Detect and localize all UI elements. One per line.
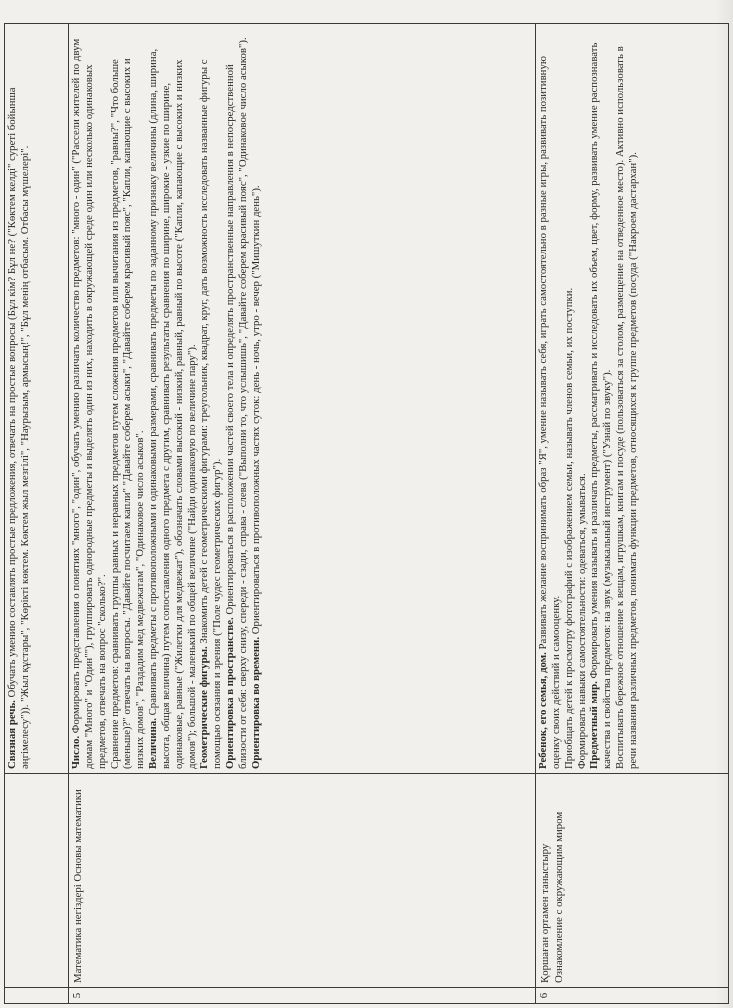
paragraph-text: Ориентироваться в расположении частей своего тела и определять пространственные направления в непосредственной близости от себя: сверху снизу, спереди - сзади, справа - слева ("Выполни то, что услышишь", "Давайте соберем красивый пояс", "Одинаковое число асыков"). [224, 37, 249, 769]
subject-cell: Математика негіздері Основы математики [69, 774, 536, 988]
paragraph [224, 28, 250, 769]
paragraph [563, 28, 576, 769]
paragraph-heading: Ребенок, его семья, дом. [537, 652, 549, 769]
paragraph-heading: Предметный мир. [588, 681, 601, 769]
paragraph-text: Знакомить детей с геометрическими фигурами: треугольник, квадрат, круг, дать возможность исследовать названные фигуры с помощью осязания и зрения ("Поле чудес геометрических фигур"). [198, 59, 224, 769]
row-number: 6 [536, 988, 729, 1004]
paragraph-heading: Ориентировка в пространстве. [224, 617, 237, 769]
paragraph [576, 28, 589, 769]
paragraph [537, 28, 563, 769]
curriculum-table [4, 23, 729, 1004]
paragraph-text: Сравнивать предметы с противоположными и одинаковыми размерами, сравнивать предметы по заданному признаку величины (длина, ширина, высота, общая величина) путем сопоставления одного предмета с другим, сравнивать результаты сравнения по ширине, широкие - узкие по ширине, одинаковые, равные ("Жилетки для медвежат"), обозначать словами высокий - низкий, равный, равный по высоте ("Капли, капающие с высоких и низких домов"); большой - маленький по общей величине ("Найди одинаковую по величине пару"). [147, 48, 198, 769]
paragraph [614, 28, 640, 769]
paragraph-text: Воспитывать бережное отношение к вещам, игрушкам, книгам и посуде (пользоваться за столом, размещение на отведенное место). Активно использовать в речи названия различных предметов, понимать функции предметов, относящихся к группе предметов (посуда ("Накроем дастархан"). [614, 46, 639, 769]
paragraph-heading: Ориентировка во времени. [249, 636, 262, 769]
table-row [69, 24, 536, 1004]
paragraph [147, 28, 198, 769]
paragraph-text: Приобщать детей к просмотру фотографий с изображением семьи, называть членов семьи, их поступки. [562, 287, 575, 769]
content-cell [69, 24, 536, 774]
paragraph-heading: Связная речь. [6, 700, 18, 769]
paragraph-text: Ориентироваться в противоположных частях суток: день - ночь, утро - вечер ("Мишуткин день"). [249, 185, 262, 637]
paragraph-heading: Число. [70, 735, 82, 769]
paragraph-heading: Геометрические фигуры. [198, 646, 211, 769]
paragraph [70, 28, 109, 769]
paragraph-text: Формировать умения называть и различать предметы, рассматривать и исследовать их объем, цвет, форму, развивать умение распознавать качества и свойства предметов: на звук (музыкальный инструмент) ("Узнай по звуку"). [588, 42, 614, 769]
paragraph-text: Сравнение предметов: сравнивать группы равных и неравных предметов путем сложения предметов или вычитания из предметов, "равны?", "Что больше (меньше)?" отвечать на вопросы. "Давайте посчитаем капли" "Давайте соберем асыки", "Давайте соберем красивый пояс", "Капли, капающие с высоких и низких домов", "Раздадим мед медвежатам", "Одинаковое число асыков". [108, 58, 147, 769]
paragraph-text: Формировать навыки самостоятельности: одеваться, умываться. [575, 473, 588, 769]
paragraph [250, 28, 263, 769]
row-number [5, 988, 69, 1004]
paragraph [6, 28, 32, 769]
table-row [536, 24, 729, 1004]
paragraph [588, 28, 614, 769]
paragraph [109, 28, 148, 769]
paragraph-text: Обучать умению составлять простые предложения, отвечать на простые вопросы (Бұл кім? Бұл не? ("Көктем келді" суреті бойынша әңгімелесу")). "Жыл құстары", "Көрікті көктем. Көктем жыл мезгілі", "Наурызым, армысың!", "Бұл менің отбасым. Отбасы мүшелері". [6, 87, 31, 769]
paragraph-text: Формировать представления о понятиях "много", "один", обучать умению различать количество предметов: "много - один" ("Рассели жителей по двум домам "Много" и "Один""), группировать однородные предметы и выделять один из них, находить в окружающей среде один или несколько одинаковых предметов, отвечать на вопрос "сколько?". [70, 38, 108, 769]
content-cell [5, 24, 69, 774]
table-row [5, 24, 69, 1004]
content-cell [536, 24, 729, 774]
paragraph-text: Развивать желание воспринимать образ "Я", умение называть себя, играть самостоятельно в разные игры, развивать позитивную оценку своих действий и самооценку. [537, 56, 562, 769]
paragraph-heading: Величина. [147, 718, 160, 769]
subject-cell [5, 774, 69, 988]
row-number: 5 [69, 988, 536, 1004]
paragraph [198, 28, 224, 769]
rotated-page [4, 24, 716, 1004]
subject-cell: Қоршаған ортамен таныстыру Ознакомление с окружающим миром [536, 774, 729, 988]
